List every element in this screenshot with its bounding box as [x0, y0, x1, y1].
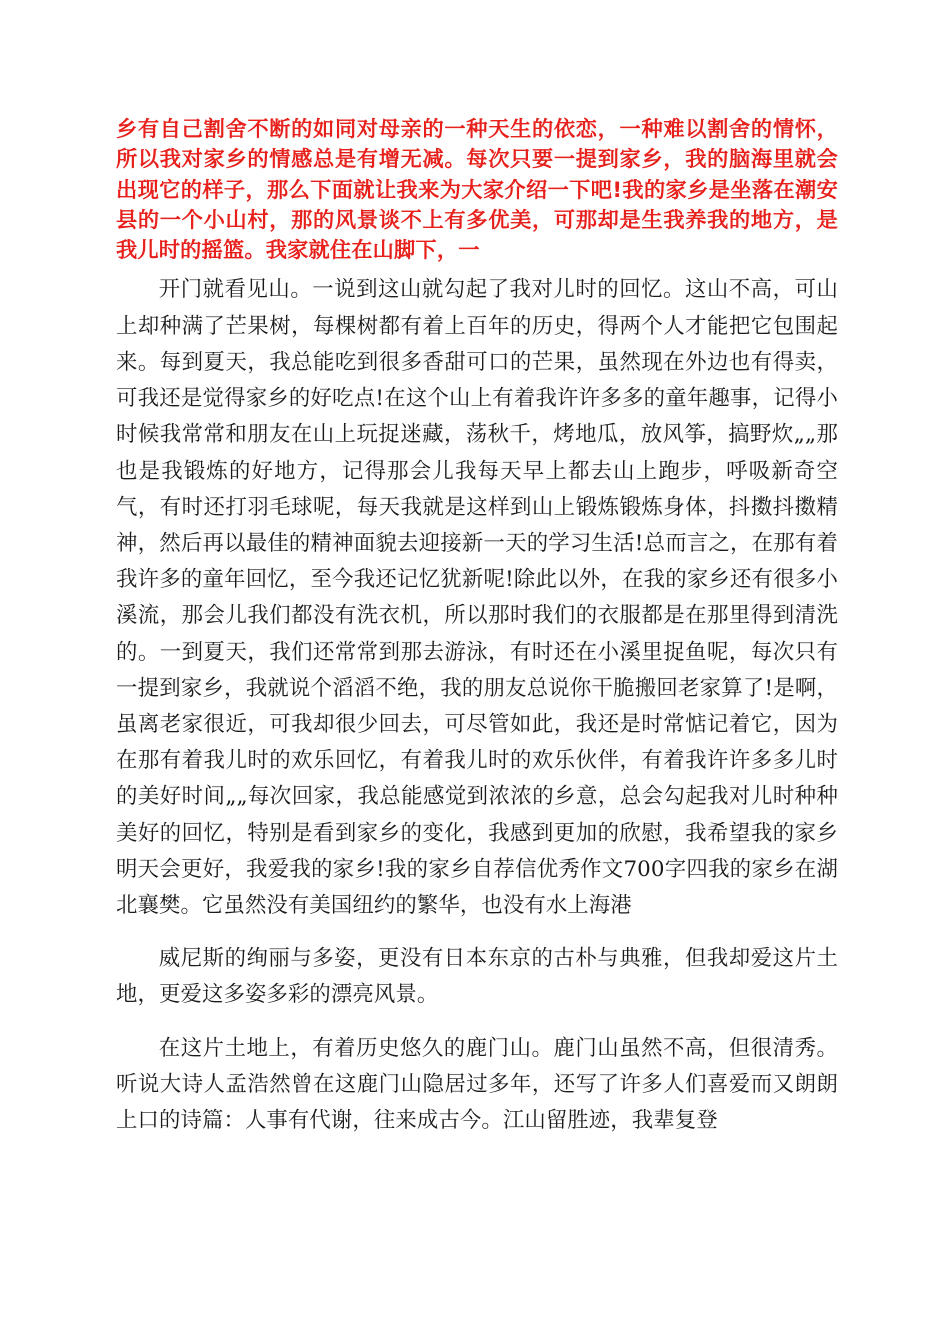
- intro-highlighted-paragraph: 乡有自己割舍不断的如同对母亲的一种天生的依恋，一种难以割舍的情怀，所以我对家乡的情感总是有增无减。每次只要一提到家乡，我的脑海里就会出现它的样子，那么下面就让我来为大家介绍一下吧!我的家乡是坐落在潮安县的一个小山村，那的风景谈不上有多优美，可那却是生我养我的地方，是我儿时的摇篮。我家就住在山脚下，一: [116, 116, 838, 263]
- paragraph-venice: 威尼斯的绚丽与多姿，更没有日本东京的古朴与典雅，但我却爱这片土地，更爱这多姿多彩的漂亮风景。: [116, 946, 838, 1008]
- document-body: [116, 114, 838, 1139]
- paragraph-lumen-mountain: 在这片土地上，有着历史悠久的鹿门山。鹿门山虽然不高，但很清秀。听说大诗人孟浩然曾在这鹿门山隐居过多年，还写了许多人们喜爱而又朗朗上口的诗篇：人事有代谢，往来成古今。江山留胜迹，我辈复登: [116, 1035, 838, 1133]
- paragraph-mountain: 开门就看见山。一说到这山就勾起了我对儿时的回忆。这山不高，可山上却种满了芒果树，每棵树都有着上百年的历史，得两个人才能把它包围起来。每到夏天，我总能吃到很多香甜可口的芒果，虽然现在外边也有得卖，可我还是觉得家乡的好吃点!在这个山上有着我许许多多的童年趣事，记得小时候我常常和朋友在山上玩捉迷藏，荡秋千，烤地瓜，放风筝，搞野炊„„那也是我锻炼的好地方，记得那会儿我每天早上都去山上跑步，呼吸新奇空气，有时还打羽毛球呢，每天我就是这样到山上锻炼锻炼身体，抖擞抖擞精神，然后再以最佳的精神面貌去迎接新一天的学习生活!总而言之，在那有着我许多的童年回忆，至今我还记忆犹新呢!除此以外，在我的家乡还有很多小溪流，那会儿我们都没有洗衣机，所以那时我们的衣服都是在那里得到清洗的。一到夏天，我们还常常到那去游泳，有时还在小溪里捉鱼呢，每次只有一提到家乡，我就说个滔滔不绝，我的朋友总说你干脆搬回老家算了!是啊，虽离老家很近，可我却很少回去，可尽管如此，我还是时常惦记着它，因为在那有着我儿时的欢乐回忆，有着我儿时的欢乐伙伴，有着我许许多多儿时的美好时间„„每次回家，我总能感觉到浓浓的乡意，总会勾起我对儿时种种美好的回忆，特别是看到家乡的变化，我感到更加的欣慰，我希望我的家乡明天会更好，我爱我的家乡!我的家乡自荐信优秀作文700字四我的家乡在湖北襄樊。它虽然没有美国纽约的繁华，也没有水上海港: [116, 277, 838, 918]
